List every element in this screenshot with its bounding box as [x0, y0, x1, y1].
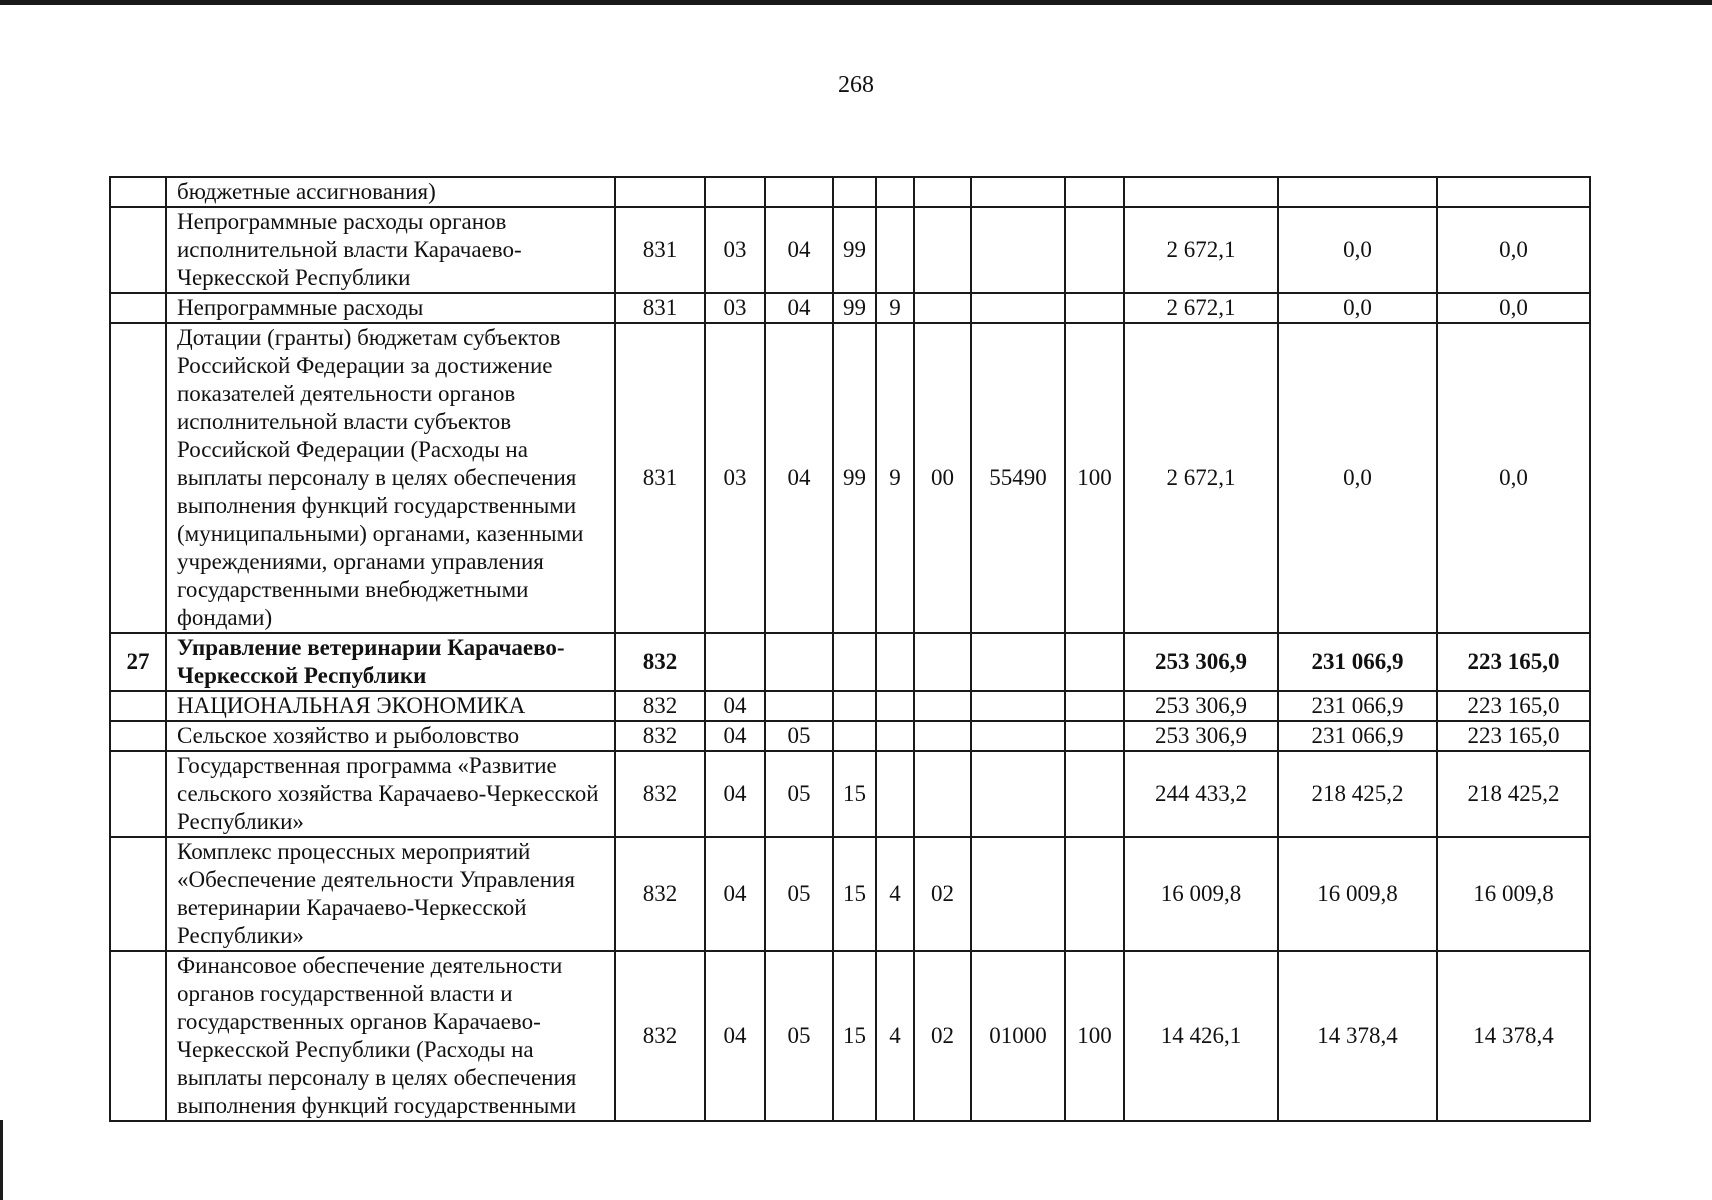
- amount-year2-cell: 0,0: [1278, 207, 1437, 293]
- table-row: [110, 293, 1590, 323]
- subsection-code-cell: 05: [765, 837, 833, 951]
- top-border-rule: [0, 0, 1712, 5]
- amount-year3-cell: 218 425,2: [1437, 751, 1590, 837]
- amount-year2-cell: [1278, 177, 1437, 207]
- row-name-cell: Комплекс процессных мероприятий «Обеспечение деятельности Управления ветеринарии Карачаево-Черкесской Республики»: [166, 837, 615, 951]
- target-article-subprogram-cell: [876, 633, 914, 691]
- target-article-subprogram-cell: [876, 721, 914, 751]
- row-number-cell: [110, 721, 166, 751]
- section-code-cell: 03: [705, 293, 765, 323]
- row-name-cell: Непрограммные расходы: [166, 293, 615, 323]
- target-article-program-cell: [833, 691, 876, 721]
- target-article-direction-cell: 02: [914, 951, 971, 1121]
- target-article-subprogram-cell: 4: [876, 837, 914, 951]
- amount-year2-cell: 231 066,9: [1278, 633, 1437, 691]
- subsection-code-cell: 05: [765, 721, 833, 751]
- amount-year3-cell: 0,0: [1437, 323, 1590, 633]
- target-article-program-cell: 99: [833, 323, 876, 633]
- amount-year3-cell: 0,0: [1437, 293, 1590, 323]
- row-name-cell: НАЦИОНАЛЬНАЯ ЭКОНОМИКА: [166, 691, 615, 721]
- target-article-subprogram-cell: [876, 751, 914, 837]
- amount-year3-cell: 223 165,0: [1437, 633, 1590, 691]
- amount-year2-cell: 231 066,9: [1278, 691, 1437, 721]
- subsection-code-cell: 05: [765, 751, 833, 837]
- amount-year3-cell: 223 165,0: [1437, 691, 1590, 721]
- target-article-program-cell: 99: [833, 293, 876, 323]
- target-article-subprogram-cell: [876, 207, 914, 293]
- row-number-cell: [110, 207, 166, 293]
- amount-year1-cell: 244 433,2: [1124, 751, 1278, 837]
- amount-year3-cell: 14 378,4: [1437, 951, 1590, 1121]
- page-number: 268: [838, 72, 874, 98]
- section-code-cell: 04: [705, 951, 765, 1121]
- target-article-direction-cell: [914, 751, 971, 837]
- expense-type-cell: [1065, 633, 1124, 691]
- section-code-cell: [705, 177, 765, 207]
- grbs-code-cell: 832: [615, 633, 705, 691]
- target-article-program-cell: 15: [833, 951, 876, 1121]
- expense-type-cell: [1065, 207, 1124, 293]
- row-name-cell: Государственная программа «Развитие сельского хозяйства Карачаево-Черкесской Республики»: [166, 751, 615, 837]
- amount-year3-cell: [1437, 177, 1590, 207]
- subsection-code-cell: [765, 177, 833, 207]
- target-article-program-cell: 15: [833, 837, 876, 951]
- subsection-code-cell: 05: [765, 951, 833, 1121]
- budget-table-body: [110, 177, 1590, 1121]
- target-article-expense-cell: 55490: [971, 323, 1065, 633]
- amount-year3-cell: 0,0: [1437, 207, 1590, 293]
- table-row: [110, 691, 1590, 721]
- section-code-cell: 03: [705, 323, 765, 633]
- row-name-cell: Управление ветеринарии Карачаево-Черкесской Республики: [166, 633, 615, 691]
- grbs-code-cell: 831: [615, 323, 705, 633]
- table-row: [110, 721, 1590, 751]
- table-row: [110, 177, 1590, 207]
- target-article-direction-cell: [914, 207, 971, 293]
- expense-type-cell: [1065, 751, 1124, 837]
- target-article-direction-cell: [914, 177, 971, 207]
- amount-year3-cell: 16 009,8: [1437, 837, 1590, 951]
- target-article-expense-cell: [971, 721, 1065, 751]
- row-name-cell: Финансовое обеспечение деятельности органов государственной власти и государственных органов Карачаево-Черкесской Республики (Расходы на выплаты персоналу в целях обеспечения выполнения функций государственными: [166, 951, 615, 1121]
- section-code-cell: 04: [705, 721, 765, 751]
- target-article-direction-cell: 02: [914, 837, 971, 951]
- section-code-cell: 04: [705, 751, 765, 837]
- target-article-expense-cell: [971, 177, 1065, 207]
- amount-year1-cell: 253 306,9: [1124, 721, 1278, 751]
- row-name-cell: Дотации (гранты) бюджетам субъектов Российской Федерации за достижение показателей деятельности органов исполнительной власти субъектов Российской Федерации (Расходы на выплаты персоналу в целях обеспечения выполнения функций государственными (муниципальными) органами, казенными учреждениями, органами управления государственными внебюджетными фондами): [166, 323, 615, 633]
- target-article-expense-cell: [971, 837, 1065, 951]
- budget-table: [109, 176, 1591, 1122]
- grbs-code-cell: 832: [615, 691, 705, 721]
- subsection-code-cell: [765, 691, 833, 721]
- left-edge-mark: [0, 1120, 3, 1200]
- section-code-cell: 04: [705, 837, 765, 951]
- target-article-expense-cell: [971, 691, 1065, 721]
- amount-year2-cell: 14 378,4: [1278, 951, 1437, 1121]
- expense-type-cell: 100: [1065, 323, 1124, 633]
- target-article-subprogram-cell: 9: [876, 293, 914, 323]
- target-article-subprogram-cell: 9: [876, 323, 914, 633]
- target-article-program-cell: [833, 177, 876, 207]
- row-number-cell: [110, 323, 166, 633]
- target-article-expense-cell: 01000: [971, 951, 1065, 1121]
- expense-type-cell: [1065, 721, 1124, 751]
- row-number-cell: [110, 293, 166, 323]
- target-article-subprogram-cell: [876, 177, 914, 207]
- row-number-cell: [110, 691, 166, 721]
- amount-year1-cell: 253 306,9: [1124, 691, 1278, 721]
- amount-year1-cell: 253 306,9: [1124, 633, 1278, 691]
- target-article-expense-cell: [971, 751, 1065, 837]
- subsection-code-cell: 04: [765, 293, 833, 323]
- grbs-code-cell: [615, 177, 705, 207]
- section-code-cell: 03: [705, 207, 765, 293]
- target-article-expense-cell: [971, 293, 1065, 323]
- grbs-code-cell: 832: [615, 721, 705, 751]
- row-number-cell: [110, 177, 166, 207]
- subsection-code-cell: 04: [765, 323, 833, 633]
- table-row: [110, 323, 1590, 633]
- table-row: [110, 837, 1590, 951]
- row-number-cell: [110, 837, 166, 951]
- amount-year1-cell: 14 426,1: [1124, 951, 1278, 1121]
- expense-type-cell: 100: [1065, 951, 1124, 1121]
- expense-type-cell: [1065, 691, 1124, 721]
- target-article-expense-cell: [971, 207, 1065, 293]
- grbs-code-cell: 832: [615, 751, 705, 837]
- row-number-cell: [110, 951, 166, 1121]
- amount-year1-cell: [1124, 177, 1278, 207]
- amount-year1-cell: 16 009,8: [1124, 837, 1278, 951]
- target-article-direction-cell: [914, 293, 971, 323]
- row-name-cell: Непрограммные расходы органов исполнительной власти Карачаево-Черкесской Республики: [166, 207, 615, 293]
- section-code-cell: 04: [705, 691, 765, 721]
- amount-year2-cell: 231 066,9: [1278, 721, 1437, 751]
- subsection-code-cell: [765, 633, 833, 691]
- table-row: [110, 951, 1590, 1121]
- target-article-subprogram-cell: [876, 691, 914, 721]
- expense-type-cell: [1065, 293, 1124, 323]
- table-row: [110, 633, 1590, 691]
- target-article-direction-cell: [914, 633, 971, 691]
- expense-type-cell: [1065, 177, 1124, 207]
- table-row: [110, 751, 1590, 837]
- row-number-cell: 27: [110, 633, 166, 691]
- grbs-code-cell: 831: [615, 207, 705, 293]
- row-number-cell: [110, 751, 166, 837]
- amount-year1-cell: 2 672,1: [1124, 207, 1278, 293]
- amount-year3-cell: 223 165,0: [1437, 721, 1590, 751]
- target-article-program-cell: 99: [833, 207, 876, 293]
- target-article-program-cell: [833, 633, 876, 691]
- subsection-code-cell: 04: [765, 207, 833, 293]
- row-name-cell: бюджетные ассигнования): [166, 177, 615, 207]
- amount-year1-cell: 2 672,1: [1124, 323, 1278, 633]
- amount-year2-cell: 0,0: [1278, 293, 1437, 323]
- target-article-direction-cell: [914, 721, 971, 751]
- target-article-direction-cell: [914, 691, 971, 721]
- amount-year1-cell: 2 672,1: [1124, 293, 1278, 323]
- row-name-cell: Сельское хозяйство и рыболовство: [166, 721, 615, 751]
- amount-year2-cell: 0,0: [1278, 323, 1437, 633]
- amount-year2-cell: 218 425,2: [1278, 751, 1437, 837]
- grbs-code-cell: 832: [615, 951, 705, 1121]
- grbs-code-cell: 832: [615, 837, 705, 951]
- table-row: [110, 207, 1590, 293]
- section-code-cell: [705, 633, 765, 691]
- expense-type-cell: [1065, 837, 1124, 951]
- target-article-expense-cell: [971, 633, 1065, 691]
- target-article-direction-cell: 00: [914, 323, 971, 633]
- grbs-code-cell: 831: [615, 293, 705, 323]
- target-article-program-cell: 15: [833, 751, 876, 837]
- target-article-program-cell: [833, 721, 876, 751]
- target-article-subprogram-cell: 4: [876, 951, 914, 1121]
- amount-year2-cell: 16 009,8: [1278, 837, 1437, 951]
